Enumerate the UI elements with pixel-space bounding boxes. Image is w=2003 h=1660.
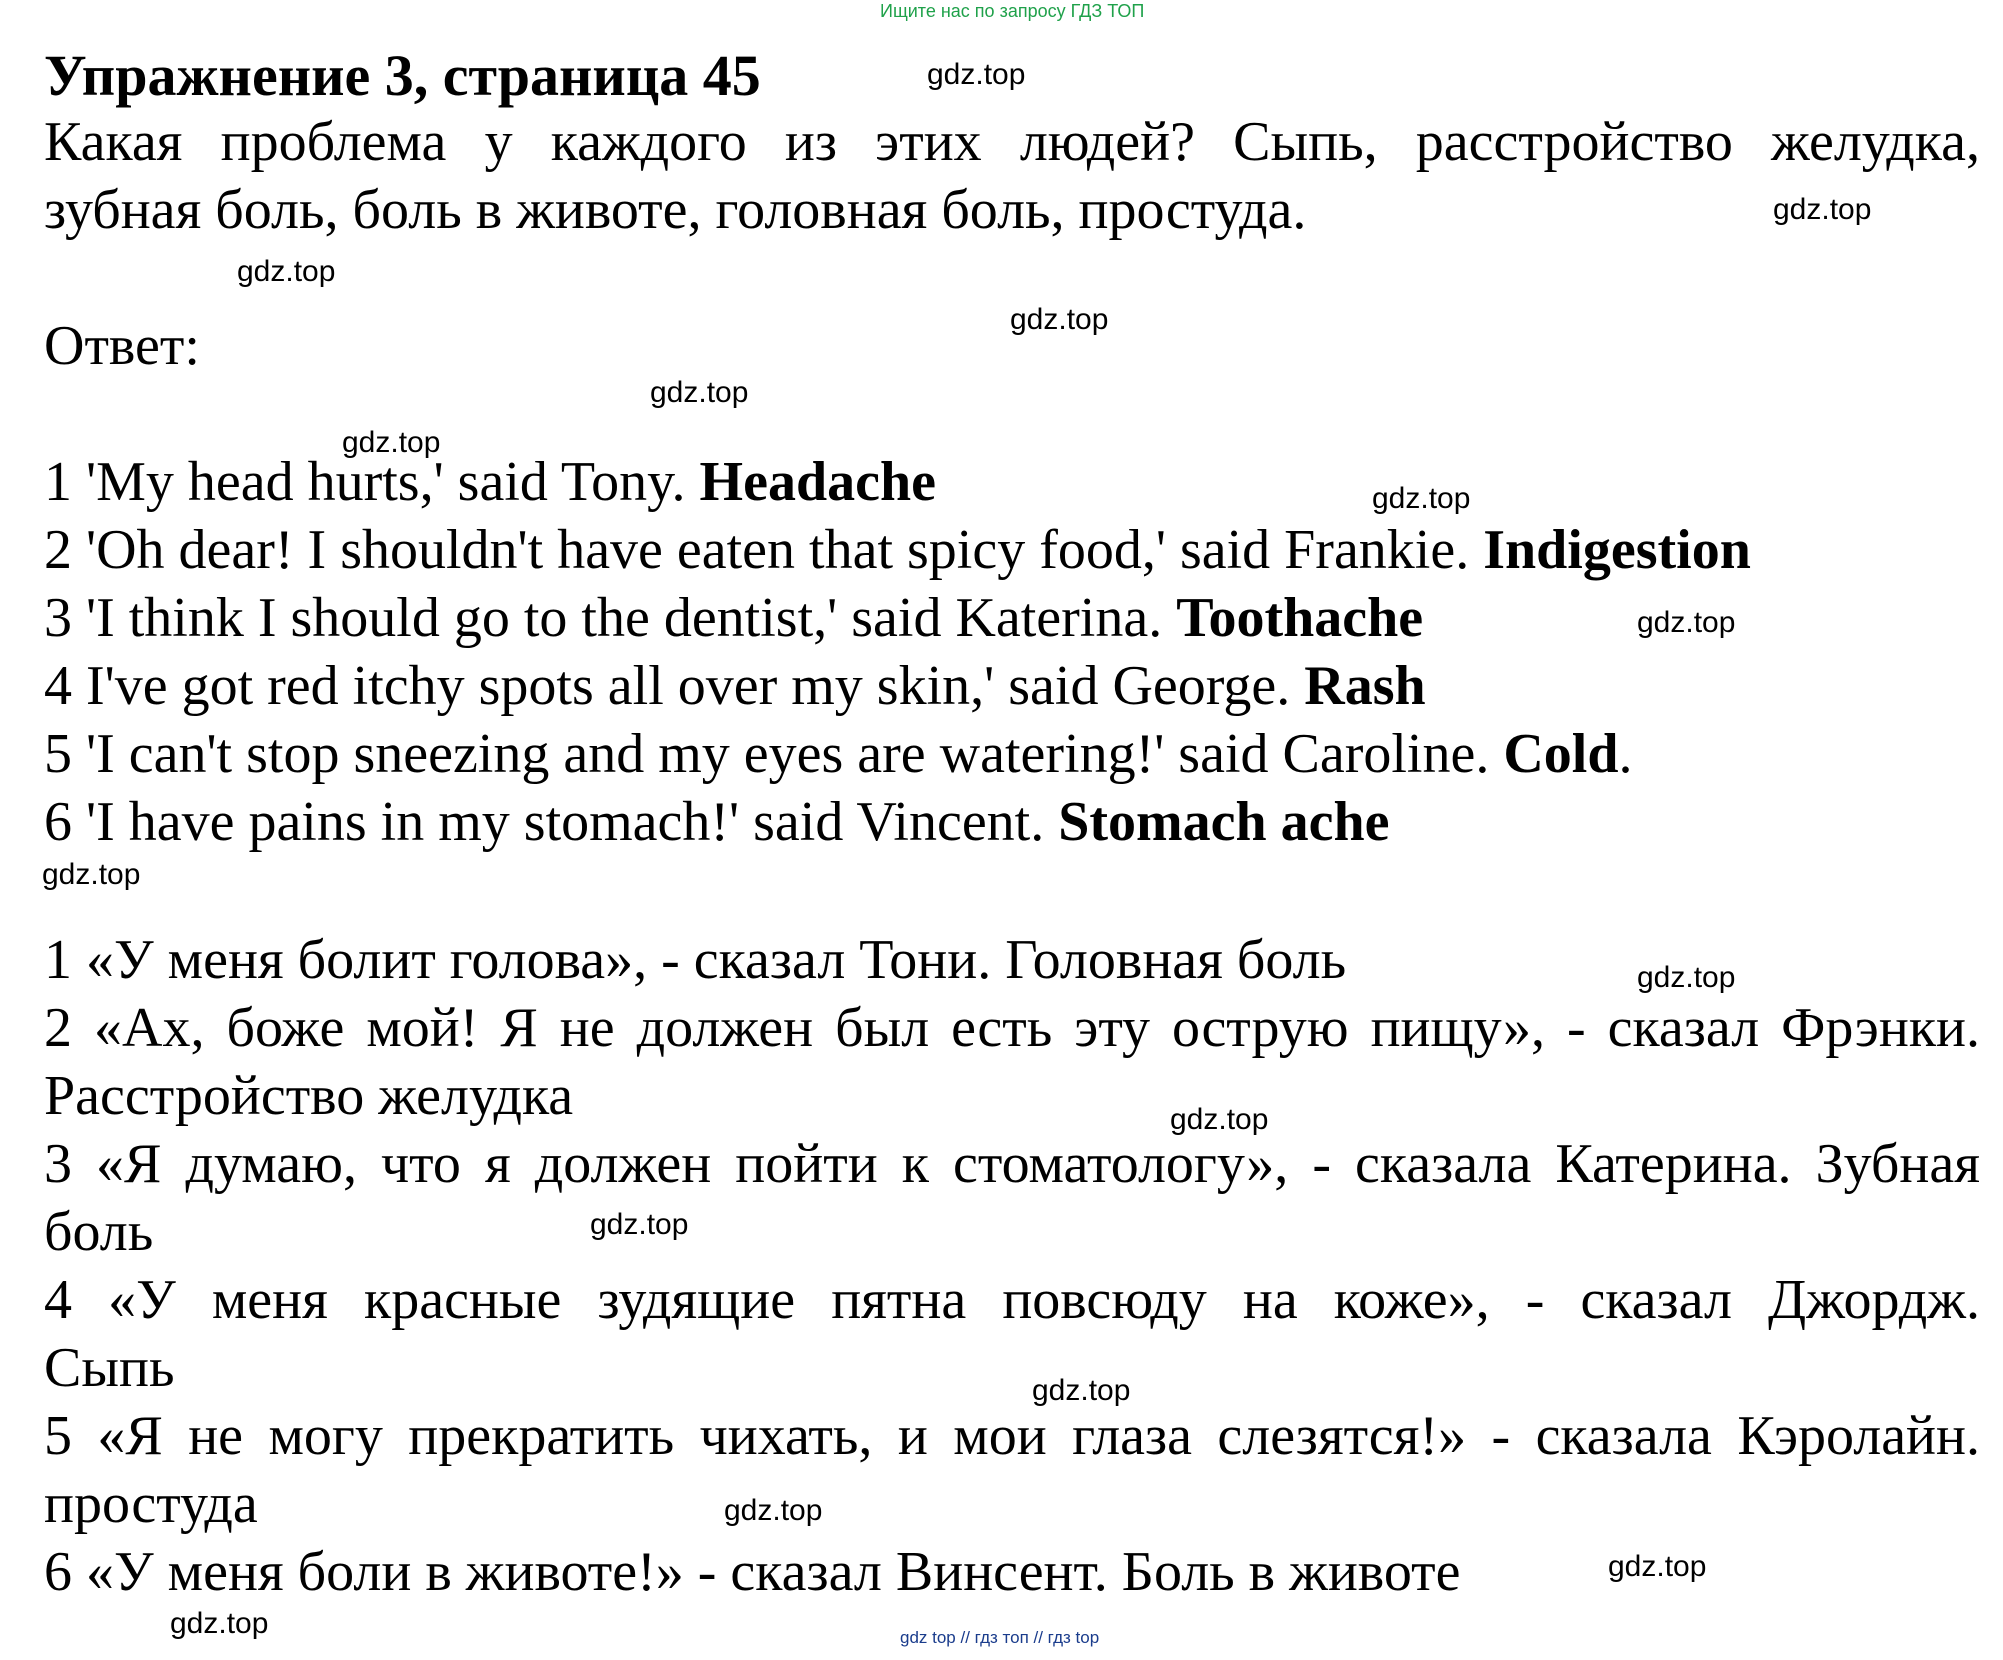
russian-answer-3a: 3 «Я думаю, что я должен пойти к стоматологу», - сказала Катерина. Зубная [44, 1133, 1980, 1195]
watermark: gdz.top [1637, 606, 1736, 639]
russian-answer-4a: 4 «У меня красные зудящие пятна повсюду на коже», - сказал Джордж. [44, 1269, 1980, 1331]
watermark: gdz.top [342, 426, 441, 459]
english-answer-6: 6 'I have pains in my stomach!' said Vincent. Stomach ache [44, 791, 1390, 853]
page-title: Упражнение 3, страница 45 [44, 43, 761, 108]
answer-bold: Rash [1304, 655, 1426, 717]
answer-bold: Indigestion [1483, 519, 1751, 581]
watermark: gdz.top [1372, 482, 1471, 515]
russian-answer-2b: Расстройство желудка [44, 1065, 574, 1127]
footer: gdz top // гдз топ // гдз top [900, 1628, 1100, 1647]
russian-answer-1: 1 «У меня болит голова», - сказал Тони. Головная боль [44, 929, 1347, 991]
watermark: gdz.top [590, 1208, 689, 1241]
russian-answer-2a: 2 «Ах, боже мой! Я не должен был есть эту острую пищу», - сказал Фрэнки. [44, 997, 1980, 1059]
watermark: gdz.top [170, 1607, 269, 1640]
watermark: gdz.top [1773, 193, 1872, 226]
top-banner: Ищите нас по запросу ГДЗ ТОП [880, 1, 1145, 21]
watermark: gdz.top [724, 1494, 823, 1527]
answer-bold: Cold [1503, 723, 1619, 785]
watermark: gdz.top [650, 376, 749, 409]
watermark: gdz.top [927, 58, 1026, 91]
answer-bold: Toothache [1176, 587, 1424, 649]
watermark: gdz.top [1608, 1550, 1707, 1583]
task-line-1: Какая проблема у каждого из этих людей? Сыпь, расстройство желудка, [44, 111, 1980, 173]
english-answer-5: 5 'I can't stop sneezing and my eyes are watering!' said Caroline. Cold. [44, 723, 1633, 785]
watermark: gdz.top [237, 255, 336, 288]
english-answer-2: 2 'Oh dear! I shouldn't have eaten that spicy food,' said Frankie. Indigestion [44, 519, 1751, 581]
answer-label: Ответ: [44, 315, 200, 377]
watermark: gdz.top [1032, 1374, 1131, 1407]
watermark: gdz.top [42, 858, 141, 891]
watermark: gdz.top [1010, 303, 1109, 336]
russian-answer-5a: 5 «Я не могу прекратить чихать, и мои глаза слезятся!» - сказала Кэролайн. [44, 1405, 1980, 1467]
watermark: gdz.top [1637, 961, 1736, 994]
answer-bold: Stomach ache [1058, 791, 1390, 853]
answer-bold: Headache [699, 451, 936, 513]
russian-answer-3b: боль [44, 1201, 154, 1263]
russian-answer-5b: простуда [44, 1473, 258, 1535]
english-answer-3: 3 'I think I should go to the dentist,' said Katerina. Toothache [44, 587, 1424, 649]
english-answer-4: 4 I've got red itchy spots all over my skin,' said George. Rash [44, 655, 1426, 717]
task-line-2: зубная боль, боль в животе, головная боль, простуда. [44, 179, 1307, 241]
russian-answer-6: 6 «У меня боли в животе!» - сказал Винсент. Боль в животе [44, 1541, 1461, 1603]
russian-answer-4b: Сыпь [44, 1337, 175, 1399]
watermark: gdz.top [1170, 1103, 1269, 1136]
english-answer-1: 1 'My head hurts,' said Tony. Headache [44, 451, 936, 513]
